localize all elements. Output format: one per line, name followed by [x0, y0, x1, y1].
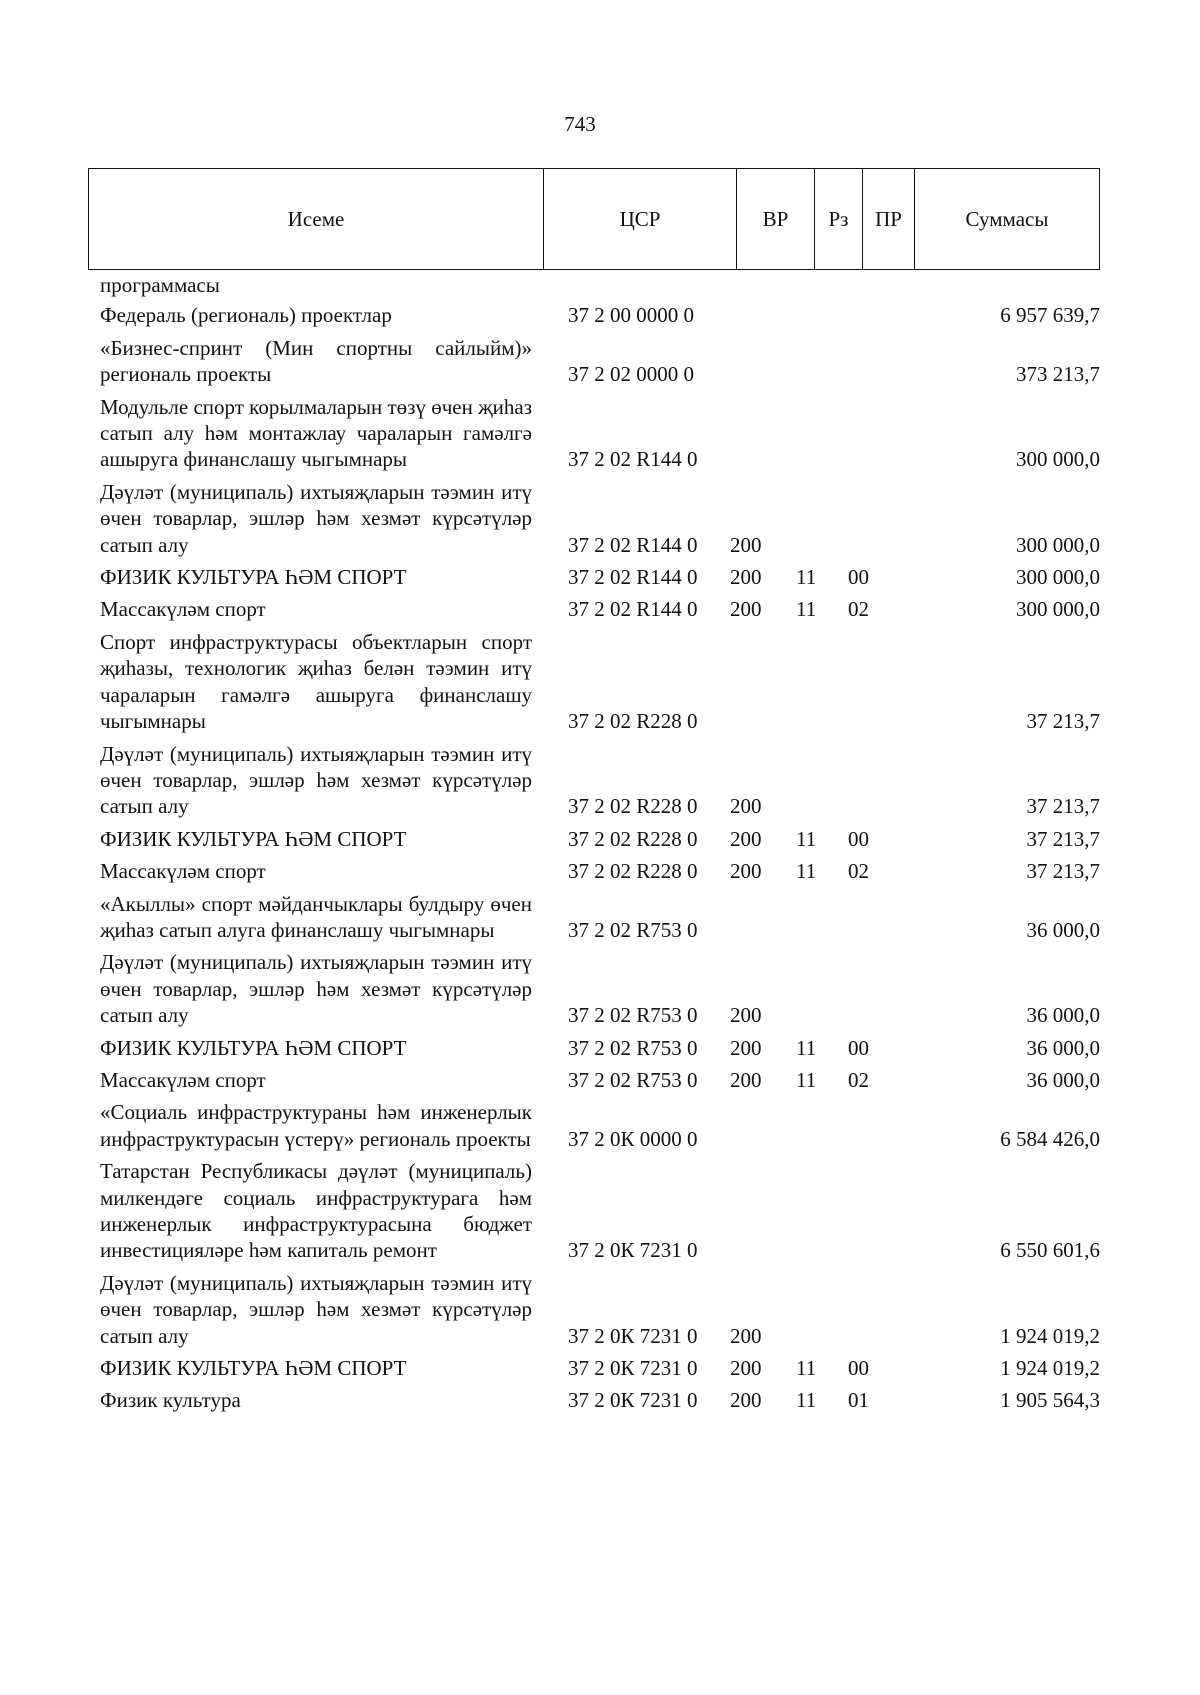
- table-row: [100, 629, 1100, 735]
- cell-name: Дәүләт (муниципаль) ихтыяҗларын тәэмин итү өчен товарлар, эшләр һәм хезмәт күрсәтүләр сатып алу: [100, 741, 532, 819]
- cell-vr: 200: [730, 1035, 762, 1060]
- cell-pr: 00: [848, 1035, 869, 1060]
- table-row: [100, 479, 1100, 558]
- cell-csr: 37 2 0К 7231 0: [568, 1238, 698, 1263]
- table-row: [100, 394, 1100, 473]
- cell-vr: 200: [730, 1388, 762, 1413]
- cell-vr: 200: [730, 597, 762, 622]
- cell-csr: 37 2 02 R753 0: [568, 1067, 698, 1092]
- cell-name: программасы: [100, 273, 220, 297]
- cell-sum: 36 000,0: [1026, 1067, 1100, 1092]
- cell-rz: 11: [796, 1356, 817, 1381]
- cell-name: Дәүләт (муниципаль) ихтыяҗларын тәэмин итү өчен товарлар, эшләр һәм хезмәт күрсәтүләр сатып алу: [100, 479, 532, 557]
- cell-csr: 37 2 0К 7231 0: [568, 1323, 698, 1348]
- cell-pr: 02: [848, 1067, 869, 1092]
- table-row: [100, 826, 1100, 852]
- header-csr: ЦСР: [544, 169, 737, 269]
- table-row: [100, 335, 1100, 388]
- cell-name: «Бизнес-спринт (Мин спортны сайлыйм)» региональ проекты: [100, 335, 532, 387]
- cell-name: Модульле спорт корылмаларын төзү өчен җиһаз сатып алу һәм монтажлау чараларын гамәлгә ашыруга финанслашу чыгымнары: [100, 394, 532, 472]
- cell-csr: 37 2 00 0000 0: [568, 303, 694, 328]
- cell-csr: 37 2 02 R228 0: [568, 826, 698, 851]
- cell-name: Массакүләм спорт: [100, 1067, 266, 1092]
- cell-vr: 200: [730, 794, 762, 819]
- cell-sum: 6 957 639,7: [1000, 303, 1100, 328]
- cell-pr: 01: [848, 1388, 869, 1413]
- cell-sum: 300 000,0: [1016, 597, 1100, 622]
- cell-sum: 37 213,7: [1026, 859, 1100, 884]
- cell-rz: 11: [796, 859, 817, 884]
- cell-pr: 02: [848, 859, 869, 884]
- cell-pr: 00: [848, 565, 869, 590]
- cell-csr: 37 2 02 R228 0: [568, 859, 698, 884]
- cell-vr: 200: [730, 859, 762, 884]
- cell-vr: 200: [730, 1323, 762, 1348]
- cell-csr: 37 2 02 R753 0: [568, 1035, 698, 1060]
- cell-sum: 37 213,7: [1026, 826, 1100, 851]
- cell-name: Дәүләт (муниципаль) ихтыяҗларын тәэмин итү өчен товарлар, эшләр һәм хезмәт күрсәтүләр сатып алу: [100, 1270, 532, 1348]
- cell-sum: 6 584 426,0: [1000, 1126, 1100, 1151]
- cell-sum: 300 000,0: [1016, 565, 1100, 590]
- table-header: [88, 168, 1100, 270]
- cell-name: «Акыллы» спорт мәйданчыклары булдыру өчен җиһаз сатып алуга финанслашу чыгымнары: [100, 891, 532, 942]
- cell-csr: 37 2 02 R753 0: [568, 1003, 698, 1028]
- cell-sum: 1 924 019,2: [1000, 1356, 1100, 1381]
- cell-sum: 36 000,0: [1026, 1003, 1100, 1028]
- table-row: [100, 1099, 1100, 1152]
- cell-name: Спорт инфраструктурасы объектларын спорт җиһазы, технологик җиһаз белән тәэмин итү чараларын гамәлгә ашыруга финанслашу чыгымнары: [100, 629, 532, 734]
- cell-csr: 37 2 02 R228 0: [568, 709, 698, 734]
- cell-vr: 200: [730, 1003, 762, 1028]
- cell-csr: 37 2 0К 7231 0: [568, 1388, 698, 1413]
- cell-vr: 200: [730, 826, 762, 851]
- table-row: [100, 1158, 1100, 1264]
- header-pr: ПР: [863, 169, 915, 269]
- cell-csr: 37 2 02 R144 0: [568, 565, 698, 590]
- cell-pr: 02: [848, 597, 869, 622]
- table-row: [100, 1035, 1100, 1061]
- header-name: Исеме: [89, 169, 544, 269]
- table-body: [100, 272, 1100, 1420]
- cell-rz: 11: [796, 1067, 817, 1092]
- cell-sum: 37 213,7: [1026, 794, 1100, 819]
- cell-csr: 37 2 0К 7231 0: [568, 1356, 698, 1381]
- table-row: [100, 949, 1100, 1028]
- cell-name: ФИЗИК КУЛЬТУРА ҺӘМ СПОРТ: [100, 826, 407, 851]
- cell-vr: 200: [730, 565, 762, 590]
- cell-csr: 37 2 02 R144 0: [568, 447, 698, 472]
- table-row: [100, 891, 1100, 944]
- cell-vr: 200: [730, 1356, 762, 1381]
- cell-csr: 37 2 02 R144 0: [568, 597, 698, 622]
- table-row: [100, 272, 1100, 298]
- cell-name: Дәүләт (муниципаль) ихтыяҗларын тәэмин итү өчен товарлар, эшләр һәм хезмәт күрсәтүләр сатып алу: [100, 950, 532, 1028]
- table-row: [100, 741, 1100, 820]
- page-number: 743: [564, 112, 596, 136]
- cell-sum: 300 000,0: [1016, 447, 1100, 472]
- cell-sum: 37 213,7: [1026, 709, 1100, 734]
- table-row: [100, 858, 1100, 884]
- cell-name: «Социаль инфраструктураны һәм инженерлык инфраструктурасын үстерү» региональ проекты: [100, 1100, 532, 1151]
- cell-sum: 36 000,0: [1026, 917, 1100, 942]
- header-vr: ВР: [737, 169, 815, 269]
- cell-csr: 37 2 02 R228 0: [568, 794, 698, 819]
- cell-name: Массакүләм спорт: [100, 859, 266, 884]
- table-row: [100, 302, 1100, 328]
- cell-rz: 11: [796, 1035, 817, 1060]
- cell-name: Татарстан Республикасы дәүләт (муниципаль) милкендәге социаль инфраструктурага һәм инженерлык инфраструктурасына бюджет инвестицияләре һәм капиталь ремонт: [100, 1159, 532, 1263]
- table-row: [100, 1067, 1100, 1093]
- table-row: [100, 564, 1100, 590]
- cell-name: Физик культура: [100, 1388, 241, 1413]
- cell-sum: 1 905 564,3: [1000, 1388, 1100, 1413]
- table-row: [100, 596, 1100, 622]
- cell-csr: 37 2 02 R144 0: [568, 532, 698, 557]
- cell-rz: 11: [796, 565, 817, 590]
- cell-name: Федераль (региональ) проектлар: [100, 303, 392, 328]
- cell-sum: 300 000,0: [1016, 532, 1100, 557]
- cell-sum: 1 924 019,2: [1000, 1323, 1100, 1348]
- cell-csr: 37 2 0К 0000 0: [568, 1126, 698, 1151]
- cell-name: Массакүләм спорт: [100, 597, 266, 622]
- cell-csr: 37 2 02 0000 0: [568, 362, 694, 387]
- cell-name: ФИЗИК КУЛЬТУРА ҺӘМ СПОРТ: [100, 1035, 407, 1060]
- cell-name: ФИЗИК КУЛЬТУРА ҺӘМ СПОРТ: [100, 565, 407, 590]
- cell-vr: 200: [730, 1067, 762, 1092]
- table-row: [100, 1355, 1100, 1381]
- cell-sum: 36 000,0: [1026, 1035, 1100, 1060]
- header-sum: Суммасы: [965, 206, 1049, 231]
- table-row: [100, 1270, 1100, 1349]
- cell-rz: 11: [796, 1388, 817, 1413]
- header-rz: Рз: [815, 169, 863, 269]
- cell-pr: 00: [848, 1356, 869, 1381]
- table-row: [100, 1387, 1100, 1413]
- cell-csr: 37 2 02 R753 0: [568, 917, 698, 942]
- cell-vr: 200: [730, 532, 762, 557]
- cell-rz: 11: [796, 826, 817, 851]
- cell-name: ФИЗИК КУЛЬТУРА ҺӘМ СПОРТ: [100, 1356, 407, 1381]
- cell-pr: 00: [848, 826, 869, 851]
- cell-rz: 11: [796, 597, 817, 622]
- cell-sum: 6 550 601,6: [1000, 1238, 1100, 1263]
- cell-sum: 373 213,7: [1016, 362, 1100, 387]
